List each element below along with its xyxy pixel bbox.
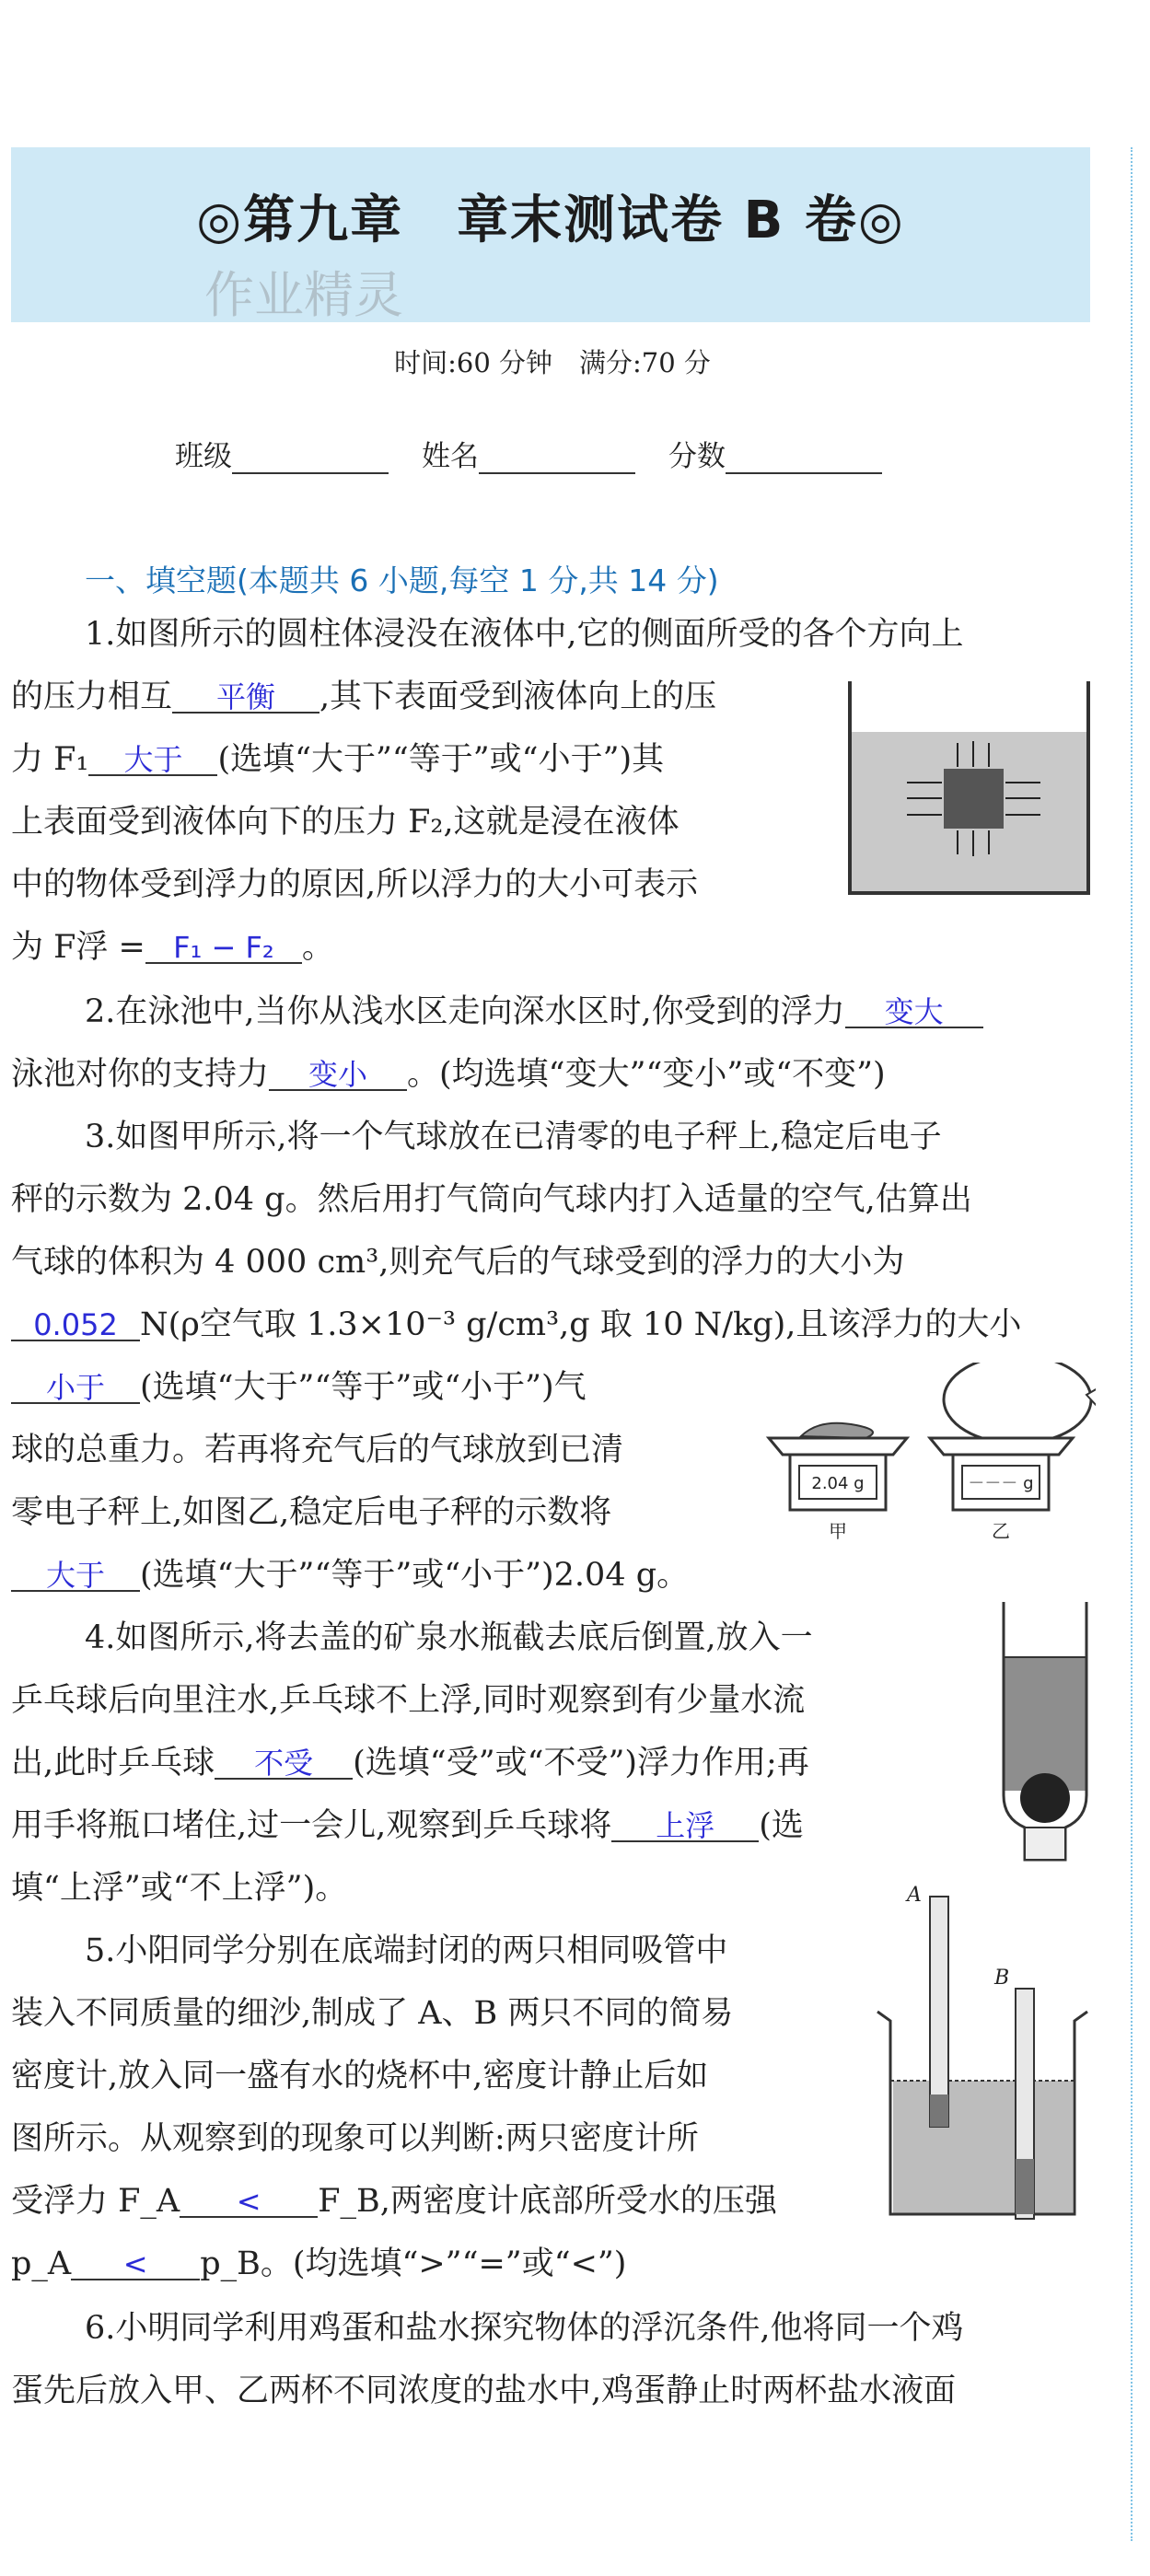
q6-line1: 6.小明同学利用鸡蛋和盐水探究物体的浮沉条件,他将同一个鸡 xyxy=(85,2310,964,2347)
q5-line3: 密度计,放入同一盛有水的烧杯中,密度计静止后如 xyxy=(11,2058,709,2094)
class-field[interactable]: 班级 xyxy=(175,433,389,474)
q4-line5: 填“上浮”或“不上浮”)。 xyxy=(11,1870,348,1907)
scale-a-reading: 2.04 g xyxy=(811,1474,865,1493)
q5-answer2[interactable]: < xyxy=(71,2249,200,2280)
score-field[interactable]: 分数 xyxy=(668,433,882,474)
q4-line3: 出,此时乒乓球 不受 (选填“受”或“不受”)浮力作用;再 xyxy=(11,1745,809,1781)
q3-answer3[interactable]: 大于 xyxy=(11,1561,140,1592)
watermark: 作业精灵 xyxy=(204,266,403,324)
q1-line4: 上表面受到液体向下的压力 F₂,这就是浸在液体 xyxy=(11,804,680,841)
q4-line4: 用手将瓶口堵住,过一会儿,观察到乒乓球将 上浮 (选 xyxy=(11,1807,804,1844)
densimeter-b-label: B xyxy=(994,1967,1010,1990)
q4-answer2[interactable]: 上浮 xyxy=(611,1811,759,1842)
q5-line4: 图所示。从观察到的现象可以判断:两只密度计所 xyxy=(11,2120,699,2157)
q4-figure-container xyxy=(990,1597,1100,1869)
q5-line5: 受浮力 F_A < F_B,两密度计底部所受水的压强 xyxy=(11,2183,777,2220)
q3-line3: 气球的体积为 4 000 cm³,则充气后的气球受到的浮力的大小为 xyxy=(11,1244,905,1281)
page-title: ◎第九章 章末测试卷 B 卷◎ xyxy=(196,191,905,250)
q3-line2: 秤的示数为 2.04 g。然后用打气筒向气球内打入适量的空气,估算出 xyxy=(11,1181,972,1218)
exam-meta: 时间:60 分钟 满分:70 分 xyxy=(394,347,711,378)
name-field[interactable]: 姓名 xyxy=(422,433,635,474)
q1-answer2[interactable]: 大于 xyxy=(88,745,217,776)
q2-answer2[interactable]: 变小 xyxy=(269,1060,407,1091)
q1-line3: 力 F₁ 大于 (选填“大于”“等于”或“小于”)其 xyxy=(11,741,665,778)
student-fields xyxy=(175,433,882,474)
q1-line2: 的压力相互 平衡 ,其下表面受到液体向上的压 xyxy=(11,679,717,715)
q2-line1: 2.在泳池中,当你从浅水区走向深水区时,你受到的浮力 变大 xyxy=(85,996,983,1028)
q3-line7: 零电子秤上,如图乙,稳定后电子秤的示数将 xyxy=(11,1494,612,1531)
q5-line2: 装入不同质量的细沙,制成了 A、B 两只不同的简易 xyxy=(11,1995,734,2032)
q3-line5: 小于 (选填“大于”“等于”或“小于”)气 xyxy=(11,1372,587,1404)
q5-line6: p_A < p_B。(均选填“>”“=”或“<”) xyxy=(11,2245,627,2282)
q4-line1: 4.如图所示,将去盖的矿泉水瓶截去底后倒置,放入一 xyxy=(85,1619,813,1656)
densimeter-a-label: A xyxy=(907,1884,922,1907)
q3-figure-container xyxy=(755,1363,1096,1547)
q3-line4: 0.052 N(ρ空气取 1.3×10⁻³ g/cm³,g 取 10 N/kg),且该浮力的大小 xyxy=(11,1309,1021,1341)
section-heading: 一、填空题(本题共 6 小题,每空 1 分,共 14 分) xyxy=(85,563,719,598)
scale-b-reading: －－－ g xyxy=(968,1474,1034,1493)
q1-figure-container xyxy=(842,677,1096,902)
q3-line8: 大于 (选填“大于”“等于”或“小于”)2.04 g。 xyxy=(11,1560,689,1592)
fig-label-jia: 甲 xyxy=(829,1520,847,1542)
title-banner xyxy=(11,147,1090,322)
q5-answer1[interactable]: < xyxy=(180,2187,318,2218)
q1-line1: 1.如图所示的圆柱体浸没在液体中,它的侧面所受的各个方向上 xyxy=(85,616,964,653)
q3-line1: 3.如图甲所示,将一个气球放在已清零的电子秤上,稳定后电子 xyxy=(85,1119,942,1155)
q1-answer3[interactable]: F₁ − F₂ xyxy=(145,933,302,964)
q2-answer1[interactable]: 变大 xyxy=(845,997,983,1028)
q3-answer1[interactable]: 0.052 xyxy=(11,1310,140,1341)
q4-answer1[interactable]: 不受 xyxy=(215,1748,353,1780)
q1-line6: 为 F浮 = F₁ − F₂ 。 xyxy=(11,929,334,966)
q2-line2: 泳池对你的支持力 变小 。(均选填“变大”“变小”或“不变”) xyxy=(11,1056,886,1093)
q5-figure-container xyxy=(870,1878,1096,2228)
q1-line5: 中的物体受到浮力的原因,所以浮力的大小可表示 xyxy=(11,866,699,903)
q4-line2: 乒乓球后向里注水,乒乓球不上浮,同时观察到有少量水流 xyxy=(11,1682,806,1719)
fig-label-yi: 乙 xyxy=(992,1520,1010,1542)
q6-line2: 蛋先后放入甲、乙两杯不同浓度的盐水中,鸡蛋静止时两杯盐水液面 xyxy=(11,2373,957,2409)
page-edge-rule xyxy=(1131,147,1135,2541)
q3-answer2[interactable]: 小于 xyxy=(11,1373,140,1404)
q5-line1: 5.小阳同学分别在底端封闭的两只相同吸管中 xyxy=(85,1932,728,1969)
q1-answer1[interactable]: 平衡 xyxy=(172,682,319,714)
q3-line6: 球的总重力。若再将充气后的气球放到已清 xyxy=(11,1432,624,1468)
